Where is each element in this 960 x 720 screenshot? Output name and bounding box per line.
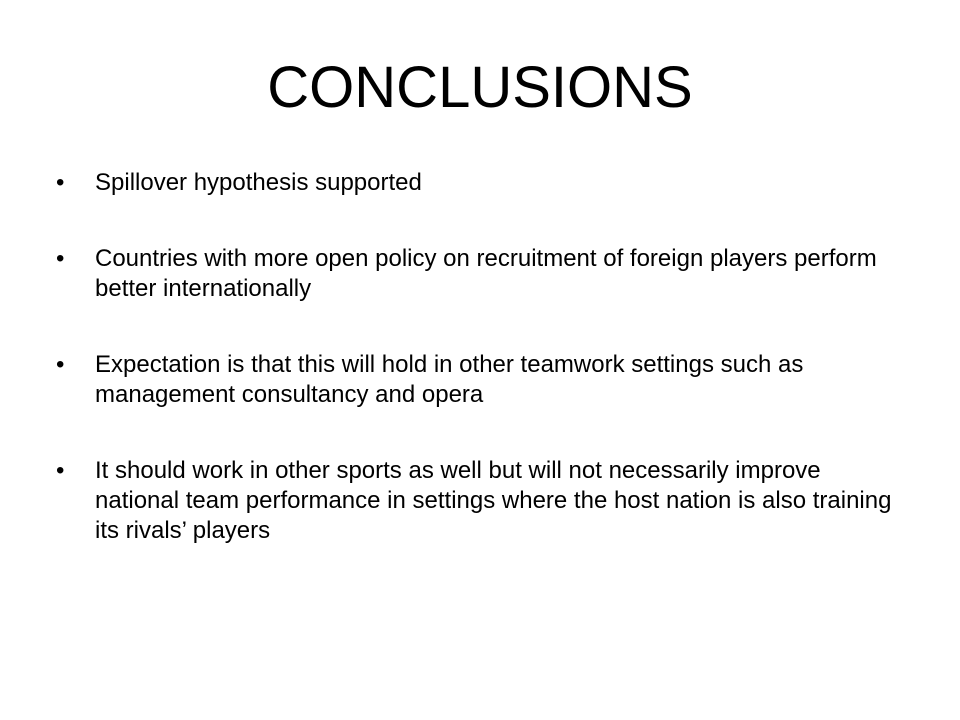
bullet-list	[56, 168, 896, 592]
bullet-item-open-policy	[56, 244, 896, 304]
bullet-text: It should work in other sports as well but will not necessarily improve national team performance in settings where the host nation is also training its rivals’ players	[95, 457, 892, 544]
bullet-icon: •	[56, 457, 65, 484]
bullet-text: Spillover hypothesis supported	[95, 169, 422, 196]
bullet-item-other-sports	[56, 456, 896, 546]
bullet-text: Countries with more open policy on recruitment of foreign players perform better internationally	[95, 245, 877, 302]
bullet-item-expectation	[56, 350, 896, 410]
bullet-text: Expectation is that this will hold in other teamwork settings such as management consultancy and opera	[95, 351, 804, 408]
slide-title: CONCLUSIONS	[267, 55, 693, 120]
bullet-item-spillover	[56, 168, 896, 198]
bullet-icon: •	[56, 245, 65, 272]
bullet-icon: •	[56, 351, 65, 378]
bullet-icon: •	[56, 169, 65, 196]
